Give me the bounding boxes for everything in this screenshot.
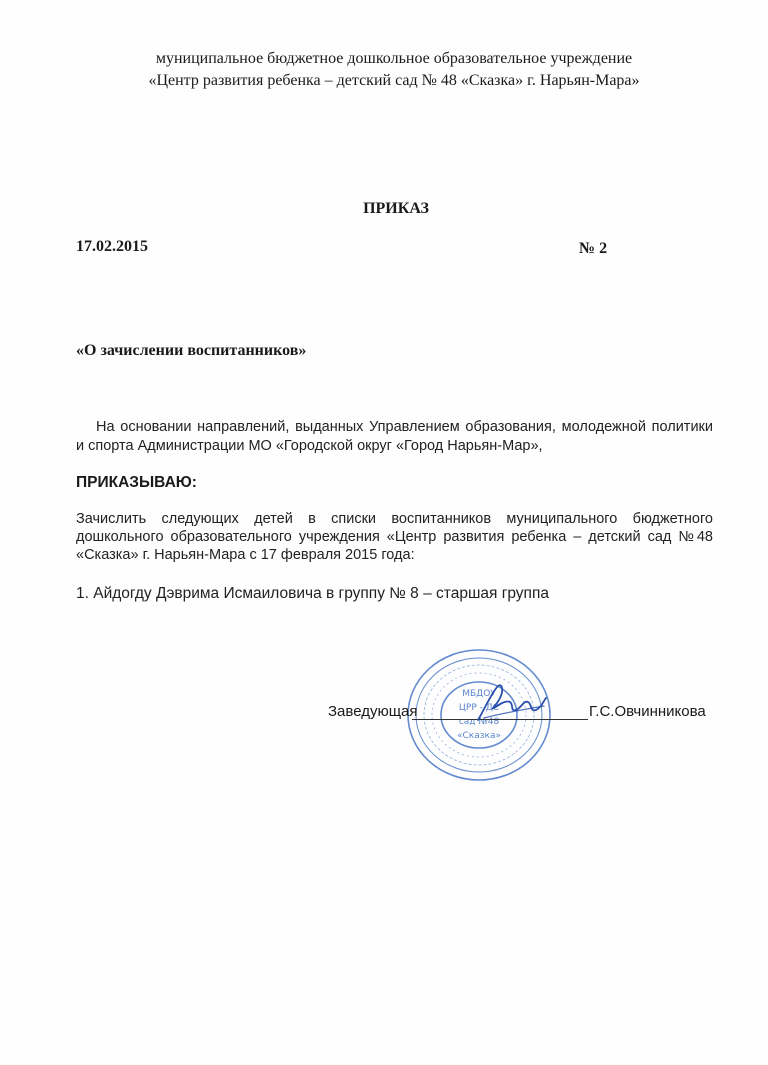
signatory-name: Г.С.Овчинникова bbox=[589, 703, 706, 720]
basis-paragraph: На основании направлений, выданных Управлением образования, молодежной политики и спорта Администрации МО «Городской округ «Город Нарьян-Мар», bbox=[76, 419, 713, 454]
enrollment-paragraph: Зачислить следующих детей в списки воспитанников муниципального бюджетного дошкольного образовательного учреждения «Центр развития ребенка – детский сад №48 «Сказка» г. Нарьян-Мара с 17 февраля 2015 года: bbox=[76, 511, 713, 563]
header-line-2: «Центр развития ребенка – детский сад № 48 «Сказка» г. Нарьян-Мара» bbox=[148, 72, 640, 89]
handwritten-signature bbox=[470, 680, 550, 730]
list-item: 1. Айдогду Дэврима Исмаиловича в группу № 8 – старшая группа bbox=[76, 585, 549, 602]
header-line-1: муниципальное бюджетное дошкольное образовательное учреждение bbox=[155, 50, 633, 67]
order-heading: ПРИКАЗЫВАЮ: bbox=[76, 474, 197, 491]
stamp-text-4: «Сказка» bbox=[457, 731, 501, 741]
stamp-text-2: ЦРР - ДС bbox=[458, 703, 500, 713]
document-subject: «О зачислении воспитанников» bbox=[76, 342, 307, 359]
signatory-position: Заведующая bbox=[328, 703, 418, 720]
stamp-text-3: сад №48 bbox=[458, 717, 500, 727]
document-date: 17.02.2015 bbox=[76, 238, 148, 255]
document-title: ПРИКАЗ bbox=[363, 200, 429, 217]
document-number: № 2 bbox=[579, 240, 608, 257]
organization-header bbox=[0, 48, 768, 92]
stamp-text-1: МБДОУ bbox=[462, 689, 496, 699]
